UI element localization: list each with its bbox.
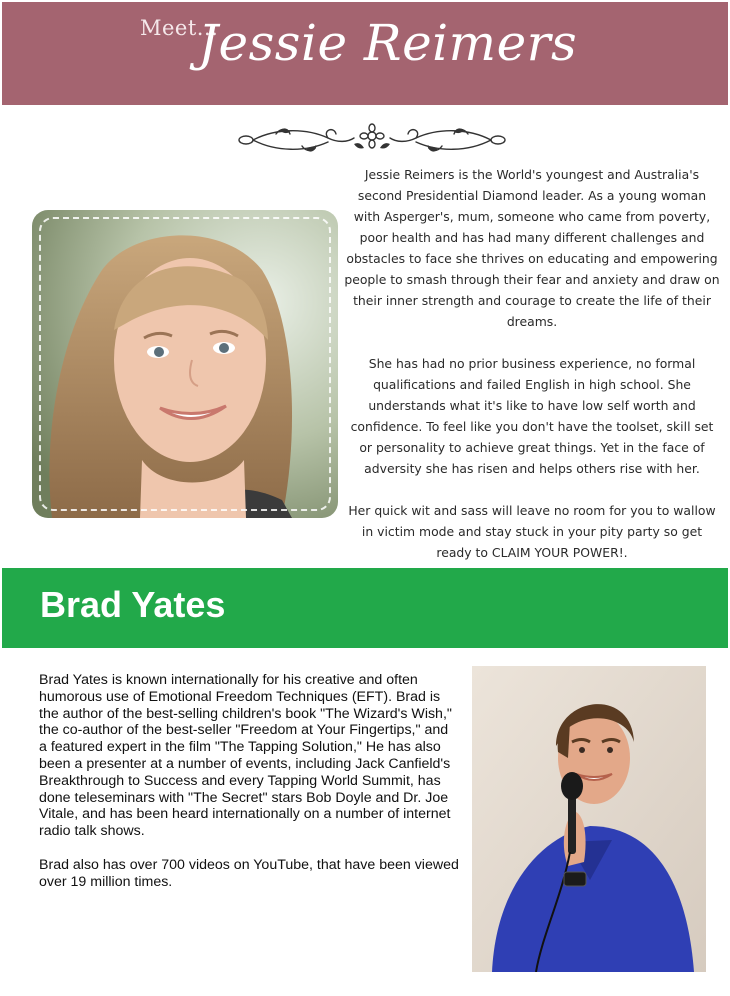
floral-divider-icon (236, 122, 508, 158)
jessie-name-title: Jessie Reimers (198, 14, 578, 72)
jessie-bio-paragraph: Her quick wit and sass will leave no room for you to wallow in victim mode and stay stuck in your pity party so get ready to CLAIM YOUR POWER!. (348, 503, 716, 560)
jessie-bio-paragraph: Jessie Reimers is the World's youngest and Australia's second Presidential Diamond leader. As a young woman with Asperger's, mum, someone who came from poverty, poor health and has had many different challenges and obstacles to face she thrives on educating and empowering people to smash through their fear and anxiety and draw on their inner strength and courage to create the life of their dreams. (344, 167, 720, 329)
jessie-bio (344, 164, 720, 563)
jessie-bio-paragraph: She has had no prior business experience, no formal qualifications and failed English in high school. She understands what it's like to have low self worth and confidence. To feel like you don't have the toolset, skill set or personality to achieve great things. Yet in the face of adversity she has risen and helps others rise with her. (350, 356, 714, 476)
photo-dashed-frame (39, 217, 331, 511)
brad-bio-paragraph: Brad Yates is known internationally for his creative and often humorous use of Emotional Freedom Techniques (EFT). Brad is the author of the best-selling children's book "The Wizard's Wish," the co-author of the best-seller "Freedom at Your Fingertips," and a featured expert in the film "The Tapping Solution," He has also been a presenter at a number of events, including Jack Canfield's Breakthrough to Success and every Tapping World Summit, has done teleseminars with "The Secret" stars Bob Doyle and Dr. Joe Vitale, and has been heard internationally on a number of internet radio talk shows. (39, 672, 452, 840)
brad-bio-paragraph: Brad also has over 700 videos on YouTube, that have been viewed over 19 million times. (39, 856, 459, 890)
brad-header-banner (2, 568, 728, 648)
jessie-portrait-image (32, 210, 338, 518)
brad-portrait-image (472, 666, 706, 972)
brad-bio (39, 672, 459, 908)
brad-name-title: Brad Yates (40, 584, 226, 625)
meet-label: Meet... (140, 16, 219, 40)
jessie-header-banner (2, 2, 728, 105)
